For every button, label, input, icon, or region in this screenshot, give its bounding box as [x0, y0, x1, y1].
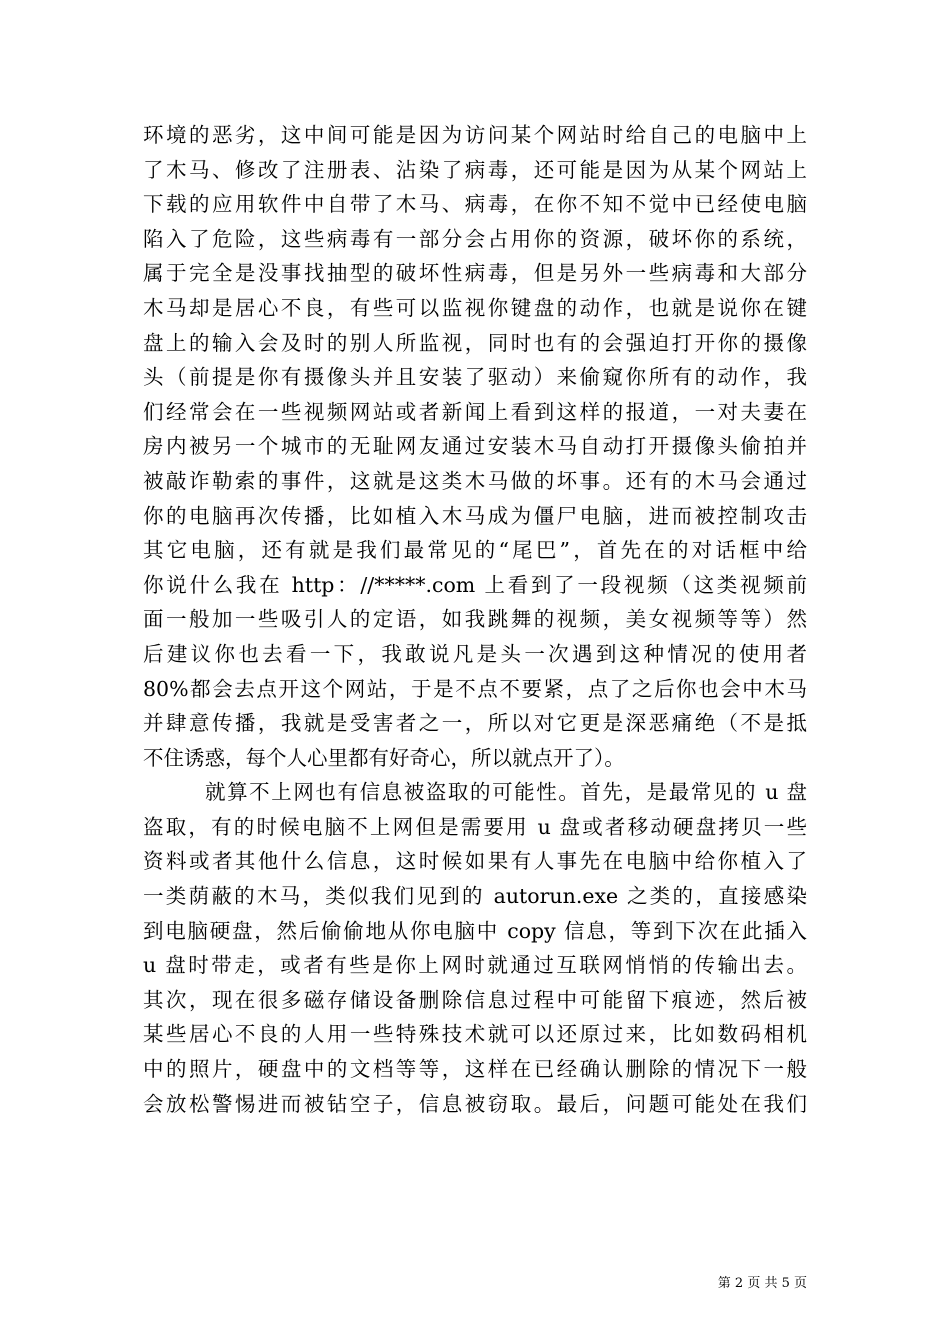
body-text [143, 118, 807, 1121]
text-line: 后建议你也去看一下，我敢说凡是头一次遇到这种情况的使用者 [143, 641, 807, 666]
text-line: 环境的恶劣，这中间可能是因为访问某个网站时给自己的电脑中上 [143, 123, 807, 147]
text-line: 被敲诈勒索的事件，这就是这类木马做的坏事。还有的木马会通过 [143, 468, 807, 493]
text-line: 面一般加一些吸引人的定语，如我跳舞的视频，美女视频等等）然 [143, 607, 807, 632]
text-line: 盘上的输入会及时的别人所监视，同时也有的会强迫打开你的摄像 [143, 330, 807, 355]
text-line: 你的电脑再次传播，比如植入木马成为僵尸电脑，进而被控制攻击 [143, 503, 807, 528]
text-line: 一类荫蔽的木马，类似我们见到的 autorun.exe 之类的，直接感染 [143, 884, 807, 909]
text-line: 会放松警惕进而被钻空子，信息被窃取。最后，问题可能处在我们 [143, 1091, 807, 1116]
text-line: 80%都会去点开这个网站，于是不点不要紧，点了之后你也会中木马 [143, 676, 807, 701]
text-line: 到电脑硬盘，然后偷偷地从你电脑中 copy 信息，等到下次在此插入 [143, 918, 807, 943]
text-line: 下载的应用软件中自带了木马、病毒，在你不知不觉中已经使电脑 [143, 192, 807, 217]
text-line: 不住诱惑，每个人心里都有好奇心，所以就点开了）。 [143, 745, 625, 770]
page-number: 第 2 页 共 5 页 [717, 1276, 807, 1291]
text-line: 其次，现在很多磁存储设备删除信息过程中可能留下痕迹，然后被 [143, 987, 807, 1012]
text-line: 房内被另一个城市的无耻网友通过安装木马自动打开摄像头偷拍并 [143, 434, 807, 459]
text-line: 资料或者其他什么信息，这时候如果有人事先在电脑中给你植入了 [143, 849, 807, 874]
text-line: 其它电脑，还有就是我们最常见的“尾巴”，首先在的对话框中给 [143, 538, 807, 563]
text-line: 就算不上网也有信息被盗取的可能性。首先，是最常见的 u 盘 [205, 780, 807, 805]
text-line: 木马却是居心不良，有些可以监视你键盘的动作，也就是说你在键 [143, 295, 807, 320]
text-line: u 盘时带走，或者有些是你上网时就通过互联网悄悄的传输出去。 [143, 953, 807, 978]
text-line: 某些居心不良的人用一些特殊技术就可以还原过来，比如数码相机 [143, 1022, 807, 1047]
text-line: 了木马、修改了注册表、沾染了病毒，还可能是因为从某个网站上 [143, 157, 807, 182]
text-line: 陷入了危险，这些病毒有一部分会占用你的资源，破坏你的系统， [143, 226, 807, 251]
text-line: 头（前提是你有摄像头并且安装了驱动）来偷窥你所有的动作，我 [143, 365, 807, 390]
text-line: 并肆意传播，我就是受害者之一，所以对它更是深恶痛绝（不是抵 [143, 711, 807, 736]
text-line: 中的照片，硬盘中的文档等等，这样在已经确认删除的情况下一般 [143, 1057, 807, 1082]
text-line: 盗取，有的时候电脑不上网但是需要用 u 盘或者移动硬盘拷贝一些 [143, 814, 807, 839]
text-line: 属于完全是没事找抽型的破坏性病毒，但是另外一些病毒和大部分 [143, 261, 807, 286]
text-line: 们经常会在一些视频网站或者新闻上看到这样的报道，一对夫妻在 [143, 399, 807, 424]
text-line: 你说什么我在 http：//*****.com 上看到了一段视频（这类视频前 [143, 572, 807, 597]
